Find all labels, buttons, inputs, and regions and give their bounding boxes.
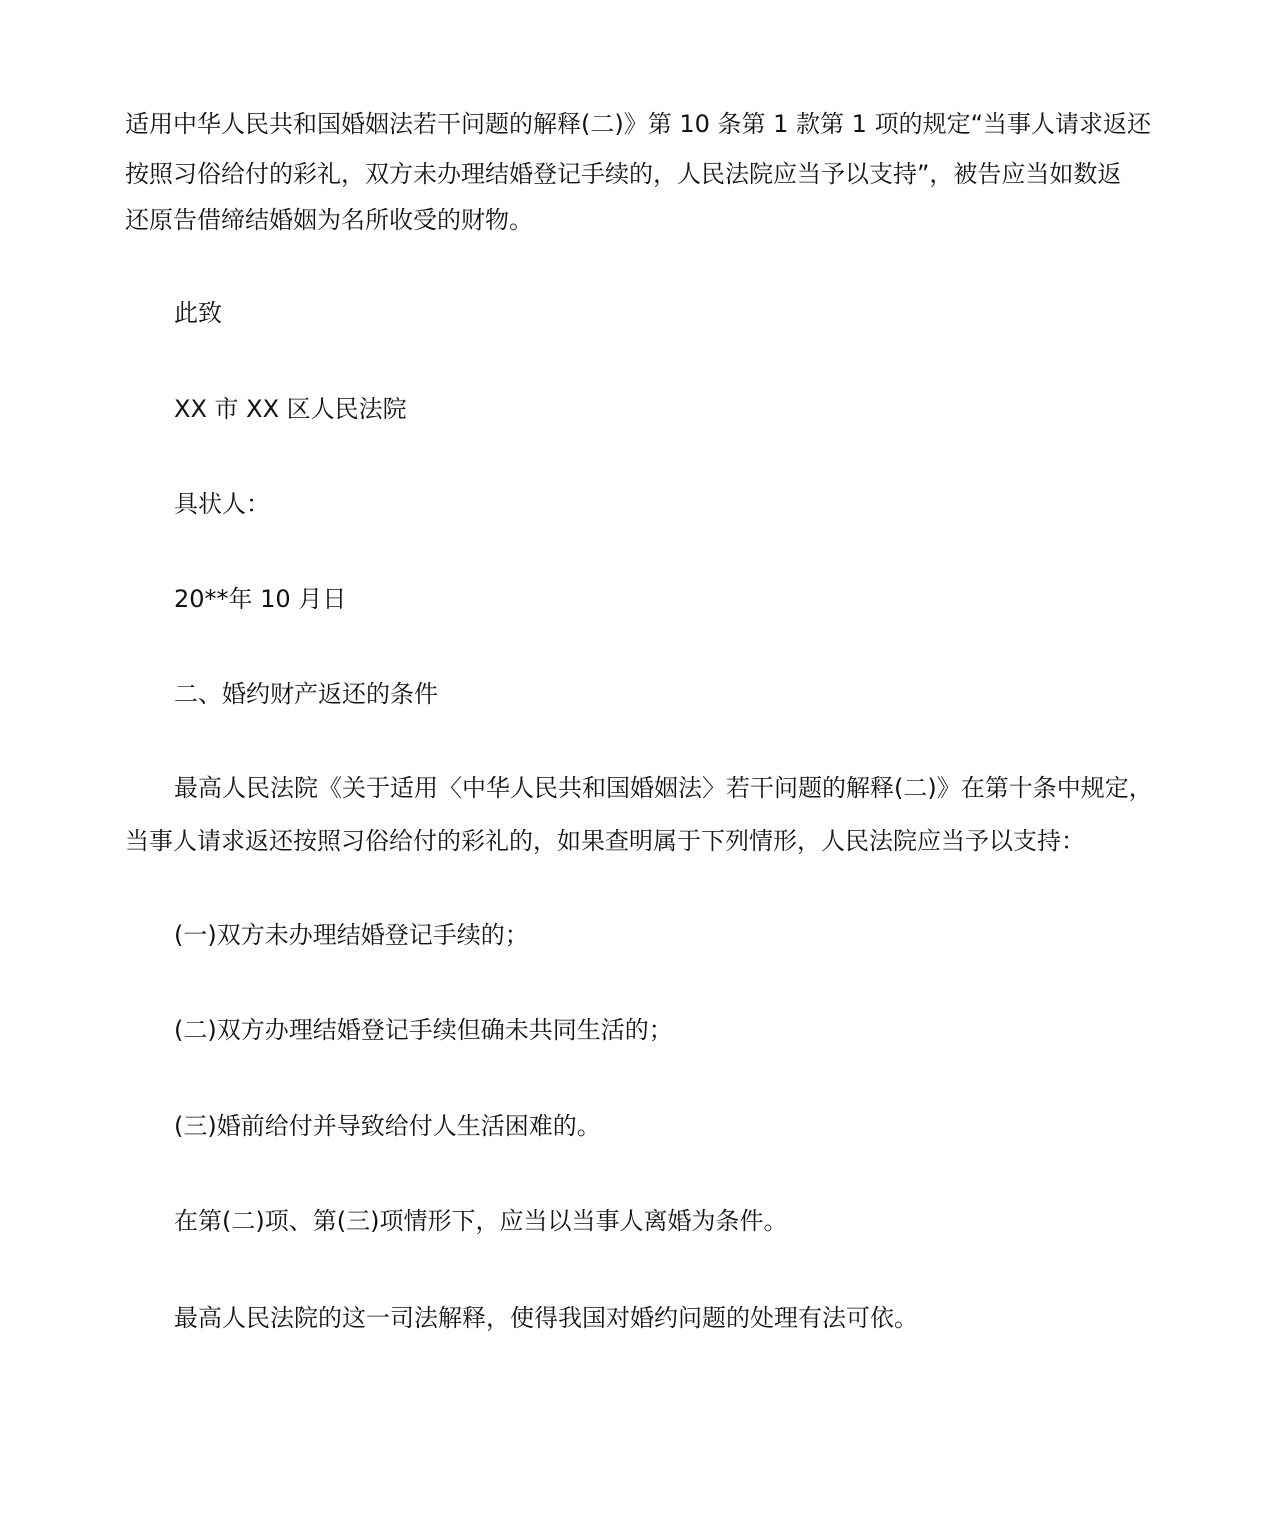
document-date: 20**年 10 月日 [174, 585, 347, 613]
condition-item-1: (一)双方未办理结婚登记手续的； [174, 921, 529, 949]
condition-item-2: (二)双方办理结婚登记手续但确未共同生活的； [174, 1016, 673, 1044]
court-name: XX 市 XX 区人民法院 [174, 395, 407, 423]
article-line-2: 当事人请求返还按照习俗给付的彩礼的，如果查明属于下列情形，人民法院应当予以支持： [125, 827, 1085, 855]
condition-item-3: (三)婚前给付并导致给付人生活困难的。 [174, 1112, 601, 1140]
plaintiff-signature: 具状人： [174, 490, 270, 518]
conclusion: 最高人民法院的这一司法解释，使得我国对婚约问题的处理有法可依。 [174, 1304, 918, 1332]
intro-line-1: 适用中华人民共和国婚姻法若干问题的解释(二)》第 10 条第 1 款第 1 项的规定“当事人请求返还 [125, 110, 1152, 138]
condition-note: 在第(二)项、第(三)项情形下，应当以当事人离婚为条件。 [174, 1207, 788, 1235]
intro-line-2: 按照习俗给付的彩礼，双方未办理结婚登记手续的，人民法院应当予以支持”，被告应当如数返 [125, 160, 1122, 188]
article-line-1: 最高人民法院《关于适用〈中华人民共和国婚姻法〉若干问题的解释(二)》在第十条中规定， [174, 774, 1153, 802]
section-heading: 二、婚约财产返还的条件 [174, 680, 438, 708]
intro-line-3: 还原告借缔结婚姻为名所收受的财物。 [125, 206, 533, 234]
closing-salutation: 此致 [174, 299, 222, 327]
